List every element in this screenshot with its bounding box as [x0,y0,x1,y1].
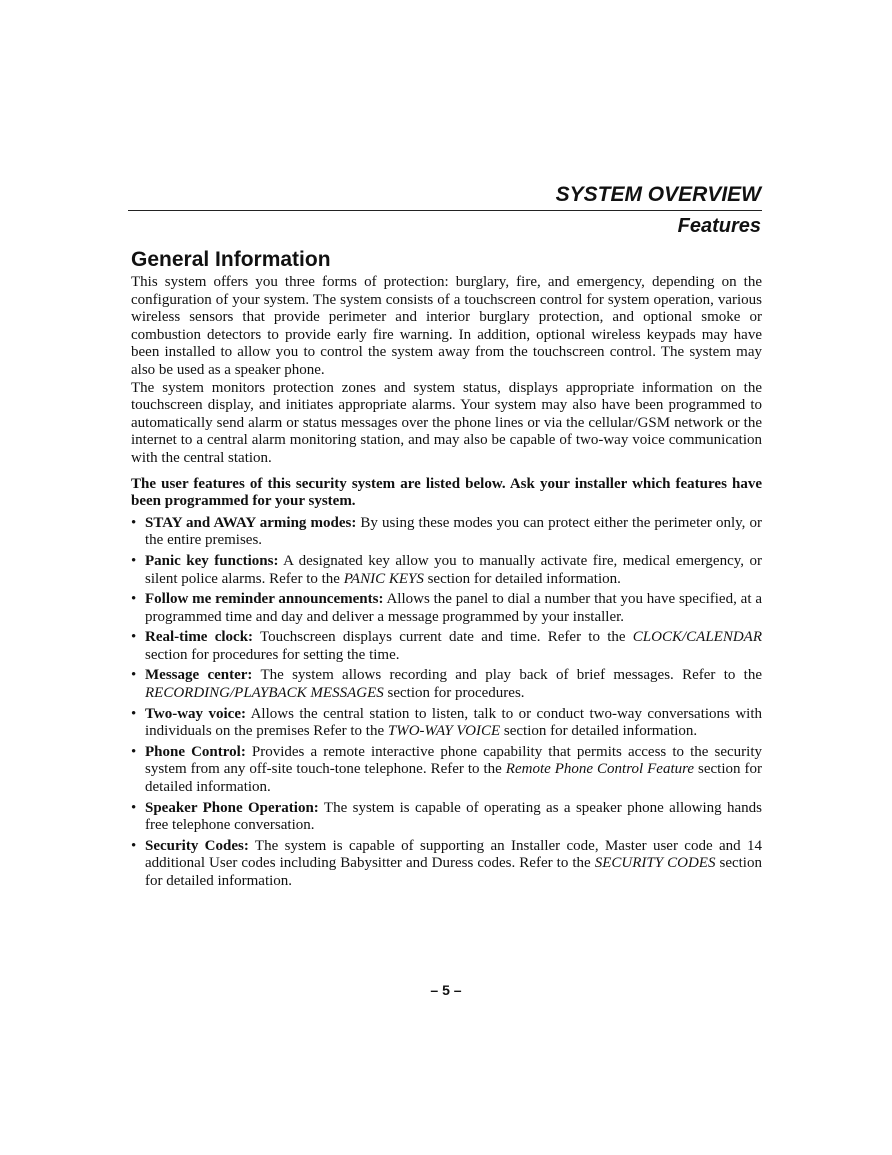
section-title: SYSTEM OVERVIEW [555,183,761,206]
feature-text-after: section for detailed information. [500,723,698,740]
feature-item [131,591,762,626]
feature-text: Allows the central station to listen, talk to or conduct two-way conversations with individuals on the premises Refer to the [145,705,762,740]
page-number: – 5 – [430,982,462,998]
feature-reference: CLOCK/CALENDAR [632,629,762,646]
feature-item [131,629,762,664]
feature-term: Phone Control: [145,743,246,760]
feature-text: A designated key allow you to manually activate fire, medical emergency, or silent police alarms. Refer to the [145,552,762,587]
feature-text: Provides a remote interactive phone capability that permits access to the security system from any off-site touch-tone telephone. Refer to the [145,743,762,778]
feature-reference: TWO-WAY VOICE [387,723,501,740]
features-intro: The user features of this security system are listed below. Ask your installer which features have been programmed for your system. [131,475,762,510]
feature-item [131,838,762,891]
feature-item [131,515,762,550]
general-paragraph-1: This system offers you three forms of protection: burglary, fire, and emergency, depending on the configuration of your system. The system consists of a touchscreen control for system operation, various wireless sensors that provide perimeter and interior burglary protection, and optional smoke or combustion detectors to provide early fire warning. In addition, optional wireless keypads may have been installed to allow you to control the system away from the touchscreen control. The system may also be used as a speaker phone. [131,274,762,378]
feature-text: By using these modes you can protect either the perimeter only, or the entire premises. [145,514,762,549]
general-information-heading: General Information [131,248,331,271]
subsection-title: Features [677,215,761,237]
feature-text-after: section for detailed information. [145,761,762,796]
bullet-icon: • [131,705,137,722]
feature-term: Two-way voice: [145,705,246,722]
bullet-icon: • [131,514,137,531]
feature-text: The system allows recording and play back of brief messages. Refer to the [252,667,762,684]
feature-reference: SECURITY CODES [594,855,716,872]
feature-item [131,744,762,797]
feature-text: The system is capable of operating as a speaker phone allowing hands free telephone conversation. [145,799,763,834]
feature-text: Touchscreen displays current date and time. Refer to the [253,629,633,646]
feature-reference: Remote Phone Control Feature [505,761,695,778]
feature-term: Panic key functions: [145,552,279,569]
feature-text-after: section for procedures for setting the time. [145,646,400,663]
feature-term: Follow me reminder announcements: [145,591,384,608]
bullet-icon: • [131,552,137,569]
features-list [131,515,762,891]
bullet-icon: • [131,591,137,608]
feature-text: The system is capable of supporting an Installer code, Master user code and 14 additional User codes including Babysitter and Duress codes. Refer to the [145,837,762,872]
feature-item [131,706,762,741]
bullet-icon: • [131,799,137,816]
feature-reference: PANIC KEYS [343,570,424,587]
header-rule [128,210,762,211]
page-content [131,182,762,894]
feature-term: Speaker Phone Operation: [145,799,319,816]
feature-term: Real-time clock: [145,629,254,646]
feature-text-after: section for procedures. [383,685,525,702]
feature-text-after: section for detailed information. [145,855,762,889]
general-paragraph-2: The system monitors protection zones and system status, displays appropriate information on the touchscreen display, and initiates appropriate alarms. Your system may also have been programmed to automatically send alarm or status messages over the phone lines or via the cellular/GSM network or the internet to a central alarm monitoring station, and may also be capable of two-way voice communication with the central station. [131,379,762,466]
feature-item [131,667,762,702]
feature-item [131,553,762,588]
feature-term: Security Codes: [145,837,249,854]
bullet-icon: • [131,667,137,684]
feature-item [131,800,762,835]
feature-term: Message center: [145,667,253,684]
feature-text: Allows the panel to dial a number that you have specified, at a programmed time and day and deliver a message programmed by your installer. [145,591,762,625]
bullet-icon: • [131,837,137,854]
bullet-icon: • [131,629,137,646]
feature-reference: RECORDING/PLAYBACK MESSAGES [145,685,384,702]
bullet-icon: • [131,743,137,760]
feature-term: STAY and AWAY arming modes: [145,514,357,531]
feature-text-after: section for detailed information. [423,570,621,587]
